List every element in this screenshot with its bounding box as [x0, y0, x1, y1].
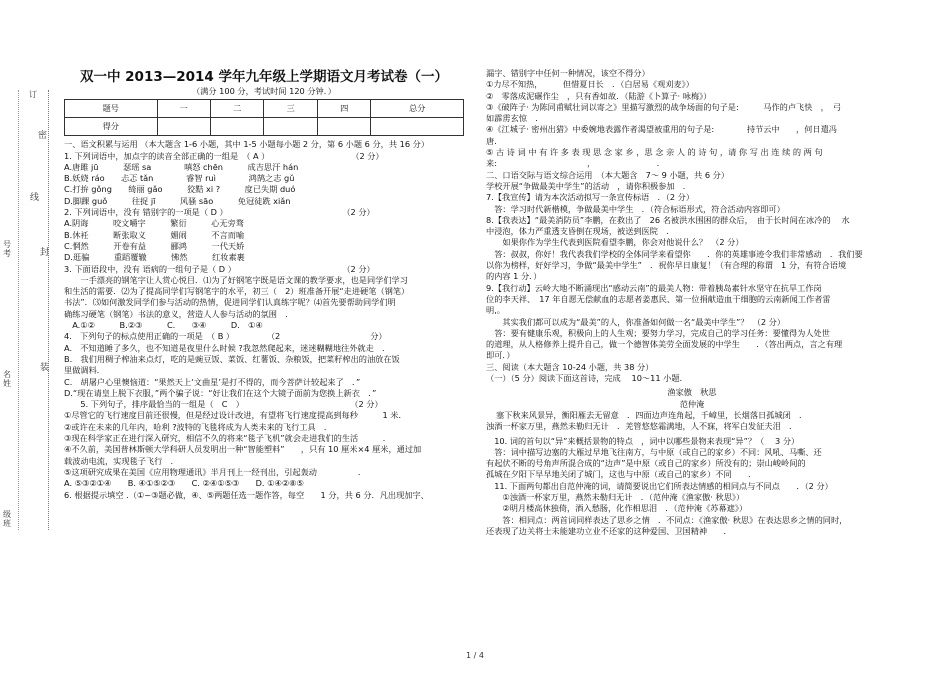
- poem-line: 浊酒一杯家万里，燕然未勒归无计 ．羌管悠悠霜满地，人不寐，将军白发征夫泪 ．: [486, 421, 798, 432]
- binding-label-xian: 线: [30, 193, 40, 203]
- binding-margin: [0, 0, 62, 640]
- score-header-cell: 四: [317, 100, 370, 118]
- text-line: 明,。: [486, 305, 505, 316]
- text-line: 答：叔叔，你好！我代表我们学校的全体同学来看望你 ．你的英雄事迹令我们非常感动 ．我们要: [486, 248, 863, 259]
- text-line: 孤城在夕阳下早早地关闭了城门，这也与中原（或自己的家乡）不同 ．: [486, 469, 757, 480]
- text-line: 确练习硬笔（钢笔）书法的意义，营造人人参与活动的氛围 ．: [64, 308, 294, 319]
- text-line: B.妖娆 ráo 忐忑 tǎn 睿智 ruì 鸿鹄之志 gǔ: [64, 173, 295, 184]
- score-header-cell: 总分: [371, 100, 464, 118]
- text-line: ①尽管它的飞行速度目前还很慢，但是经过设计改进，有望将飞行速度提高到每秒 1 米．: [64, 410, 407, 421]
- field-exam-number: 号考: [3, 240, 11, 258]
- text-line: C.打拚 gǒng 绮丽 gǎo 狡黠 xi ? 度已失期 duó: [64, 184, 296, 195]
- text-line: 5. 下列句子，排序最恰当的一组是（ C ） （2 分）: [64, 399, 383, 410]
- poem-title: 渔家傲 秋思: [667, 387, 717, 398]
- text-line: D.逛骗 重蹈覆辙 怫然 红妆素裹: [64, 252, 245, 263]
- binding-line-outer: [18, 90, 20, 530]
- text-line: 学校开展“争做最美中学生”的活动 ，请你积极参加 .: [486, 180, 686, 191]
- text-line: 书法”．⑶如何激发同学们参与活动的热情，促进同学们认真练字呢？⑷首先要帮助同学们明: [64, 297, 396, 308]
- exam-subtitle: （满分 100 分，考试时间 120 分钟．）: [191, 86, 336, 96]
- text-line: 中浸泡，体力严重透支昏倒在现场，被送到医院 .: [486, 226, 669, 237]
- text-line: 里做调料．: [64, 365, 105, 376]
- text-line: D.脚踝 guǒ 往捉 jī 风骚 sāo 免冠徒跣 xiǎn: [64, 195, 291, 206]
- poem-author: 范仲淹: [679, 398, 705, 409]
- text-line: 答：词中描写边塞的大雁过早地飞往南方，与中原（或自己的家乡）不同：风吼、马嘶、还: [486, 446, 822, 457]
- text-line: 一手漂亮的钢笔字让人赏心悦目．⑴为了好钢笔字既是语文课的教学要求，也是同学们学习: [64, 274, 408, 285]
- text-line: ②明月楼高休独倚，酒入愁肠，化作相思泪 ．（范仲淹《苏幕遮》）: [486, 503, 748, 514]
- text-line: ③现在科学家正在进行深入研究，相信不久的将来“毯子飞机”就会走进我们的生活 ．: [64, 433, 391, 444]
- binding-line: [48, 90, 50, 530]
- text-line: 7.【我宣传】请为本次活动拟写一条宣传标语 ．（2 分）: [486, 192, 695, 203]
- text-line: 二、口语交际与语文综合运用 （本大题含 7～ 9 小题，共 6 分）: [486, 169, 730, 180]
- text-line: 11. 下面两句都出自范仲淹的词，请简要说出它们所表达情感的相同点与不同点 ．（2 分）: [486, 480, 833, 491]
- text-line: 有起伏不断的号角声所混合成的“边声”是中原（或自己的家乡）所没有的；崇山峻岭间的: [486, 458, 806, 469]
- text-line: D.“现在请皇上脱下衣服，”两个骗子说：“好让我们在这个大镜子面前为您换上新衣 ．”: [64, 387, 377, 398]
- text-line: 1. 下列词语中，加点字的读音全部正确的一组是 （ A ） （2 分）: [64, 150, 384, 161]
- text-line: 其实我们都可以成为“最美”的人，你准备如何做一名“最美中学生”？ （2 分）: [486, 316, 786, 327]
- text-line: 的内容 1 分．）: [486, 271, 542, 282]
- right-column: [486, 68, 898, 537]
- text-line: A.阴诲 咬文嚼字 繁衍 心无旁骛: [64, 218, 244, 229]
- text-line: ⑤这项研究成果在美国《应用物理通讯》半月刊上一经刊出，引起轰动 ．: [64, 466, 367, 477]
- text-line: 答：学习时代新楷模，争做最美中学生 ．（符合标语形式，符合活动内容即可）: [486, 203, 785, 214]
- text-line: 和生活的需要．⑵为了提高同学们写钢笔字的水平，初三（ 2）班准备开展“走进硬笔（钢笔）: [64, 286, 410, 297]
- text-line: 一、语文积累与运用 （本大题含 1-6 小题，其中 1-5 小题每小题 2 分，第 6 小题 6 分，共 16 分）: [64, 139, 430, 150]
- text-line: 如霹雳玄惊 .: [486, 113, 538, 124]
- text-line: 如果你作为学生代表到医院看望李鹏，你会对他说什么？ （2 分）: [486, 237, 744, 248]
- binding-label-ding: 订: [29, 90, 37, 99]
- score-row-label: 得分: [65, 118, 158, 136]
- field-name: 名姓: [3, 370, 11, 388]
- text-line: ④不久前，美国普林斯顿大学科研人员发明出一种“智能塑料” ，只有 10 厘米×4 厘米，通过加: [64, 444, 422, 455]
- text-line: 答：要有健康乐观，积极向上的人生观；要努力学习，完成自己的学习任务：要懂得为人处世: [486, 327, 830, 338]
- page-number: 1 / 4: [466, 651, 484, 660]
- text-line: 还表现了边关将士未能建功立业不还家的这种爱国、卫国精神 .: [486, 525, 727, 536]
- text-line: A.唐雎 jū 瑟瑶 sa 嗔怒 chēn 成吉思汗 hán: [64, 161, 299, 172]
- text-line: ②或许在未来的几年内，哈利 ?波特的飞毯将成为人类未来的飞行工具 ．: [64, 421, 333, 432]
- text-line: ② 零落成泥碾作尘 ，只有香如故．（陆游《卜算子· 咏梅》）: [486, 90, 712, 101]
- score-header-cell: 三: [264, 100, 317, 118]
- score-header-cell: 题号: [65, 100, 158, 118]
- text-line: B. 我们用稠子榨油来点灯，吃的是豌豆饭、菜饭、红薯饭、杂粮饭，把菜籽榨出的油放在饭: [64, 353, 400, 364]
- text-line: 来: ， .: [486, 158, 660, 169]
- right-body-2: [486, 436, 898, 538]
- text-line: 载波动电流，实现毯子飞行 .: [64, 455, 174, 466]
- text-line: 9.【我行动】云岭大地不断涌现出“感动云南”的最美人物：带着胰岛素针水坚守在抗旱工作岗: [486, 282, 822, 293]
- score-cell: [317, 118, 370, 136]
- score-cell: [211, 118, 264, 136]
- left-column: [64, 0, 464, 501]
- text-line: ④《江城子· 密州出猎》中委婉地表露作者渴望被重用的句子是: 持节云中 ，何日遣冯: [486, 124, 837, 135]
- text-line: ①力尽不知热， 但惜夏日长 ．（白居易《观刈麦》）: [486, 79, 694, 90]
- text-line: A.①② B.②③ C. ③④ D. ①④: [64, 320, 263, 331]
- text-line: 位的李天祥、 17 年自愿无偿献血的志愿者姜惠民、第一位捐献造血干细胞的云南新闻工作者雷: [486, 293, 831, 304]
- text-line: 即可．）: [486, 350, 515, 361]
- text-line: 唐.: [486, 135, 497, 146]
- binding-label-mi: 密: [38, 131, 48, 141]
- text-line: 10. 词的首句以“异”来概括景物的特点 ，词中以哪些景物来表现“异”？（ 3 分）: [486, 435, 800, 446]
- text-line: 4. 下列句子的标点使用正确的一项是 （ B ） （2 分）: [64, 331, 387, 342]
- text-line: ①浊酒一杯家万里，燕然未勒归无计 ．（范仲淹《渔家傲· 秋思》）: [486, 491, 745, 502]
- exam-title: 双一中 2013—2014 学年九年级上学期语文月考试卷（一）: [79, 69, 449, 85]
- score-header-cell: 一: [157, 100, 210, 118]
- text-line: C. 胡屠户心里懊恼道：“果然天上‘文曲星’是打不得的，而今菩萨计较起来了 ．”: [64, 376, 361, 387]
- text-line: 答：相同点：两首词同样表达了思乡之情 ．不同点：《渔家傲· 秋思》在表达思乡之情的同时，: [486, 514, 848, 525]
- score-header-cell: 二: [211, 100, 264, 118]
- poem-line: 塞下秋来风景异，衡阳雁去无留意 ．四面边声连角起，千嶂里，长烟落日孤城闭 ．: [496, 409, 808, 420]
- text-line: ③《破阵子· 为陈同甫赋壮词以寄之》里描写激烈的战争场面的句子是: 马作的卢飞快 ， 弓: [486, 101, 842, 112]
- text-line: 3. 下面语段中，没有 语病的一组句子是（ D ） （2 分）: [64, 263, 375, 274]
- score-cell: [157, 118, 210, 136]
- score-cell: [264, 118, 317, 136]
- text-line: A. 不知道睡了多久，也不知道是夜里什么时候 ?我忽然爬起来，迷迷糊糊地往外就走 .: [64, 342, 385, 353]
- text-line: 8.【我表达】“最美消防员”李鹏，在救出了 26 名被洪水围困的群众后， 由于长时间在冰冷的 水: [486, 214, 850, 225]
- text-line: ⑤ 古 诗 词 中 有 许 多 表 现 思 念 家 乡 ，思 念 亲 人 的 诗 句 ，请 你 写 出 连 续 的 两 句: [486, 147, 823, 158]
- text-line: 漏字、错别字中任何一种情况，该空不得分）: [486, 68, 650, 78]
- text-line: 6. 根据提示填空 .（①~③题必做，④、⑤两题任选一题作答，每空 1 分，共 6 分．凡出现加字、: [64, 489, 429, 500]
- text-line: C.惘然 开卷有益 郦鸿 一代天娇: [64, 240, 245, 251]
- binding-label-zhuang: 装: [40, 363, 50, 373]
- left-body: [64, 139, 464, 501]
- text-line: B.休衽 断张取义 媚闹 不言而喻: [64, 229, 245, 240]
- field-class: 级班: [3, 510, 11, 528]
- right-body: [486, 68, 898, 384]
- text-line: 三、阅读（本大题含 10-24 小题，共 38 分）: [486, 361, 654, 372]
- score-table: [64, 99, 464, 136]
- text-line: 2. 下列词语中，没有 错别字的一项是（ D ） （2 分）: [64, 207, 375, 218]
- text-line: A. ⑤③②①④ B. ④①⑤②③ C. ②④①⑤③ D. ①④②⑧⑤: [64, 478, 304, 489]
- binding-label-feng: 封: [40, 248, 50, 258]
- score-cell: [371, 118, 464, 136]
- text-line: 的道理，从人格修养上提升自己，做一个德智体美劳全面发展的中学生 ．（答出两点，言之有理: [486, 339, 843, 350]
- text-line: （一）（5 分）阅读下面这首诗，完成 10～11 小题.: [486, 373, 683, 384]
- text-line: 以你为榜样，好好学习，争做“最美中学生” ．祝你早日康复！（有合理的称谓 1 分，有符合语境: [486, 260, 847, 271]
